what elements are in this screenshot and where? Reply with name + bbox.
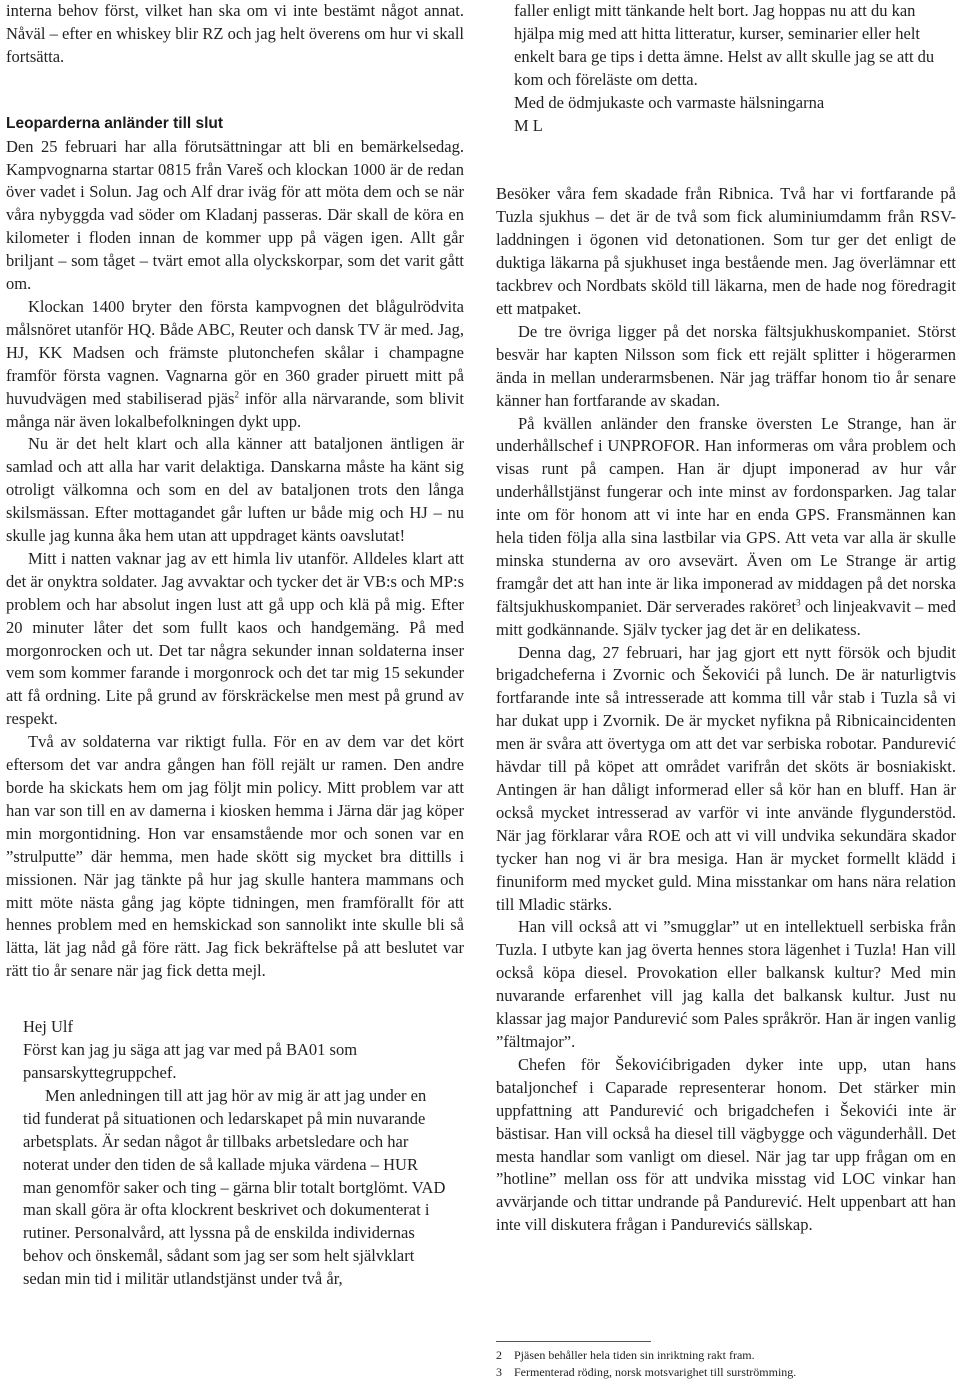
footnote-text: Pjäsen behåller hela tiden sin inriktning rakt fram.	[514, 1348, 755, 1362]
paragraph: Den 25 februari har alla förutsättningar att bli en bemärkelsedag. Kampvognarna startar 0815 från Vareš och klockan 1000 är de redan över vadet i Solun. Jag och Alf drar iväg för att möta dem och se när våra nybyggda vad söder om Kladanj passeras. Där skall de köra en kilometer i floden innan de kommer upp på vägen igen. Allt går briljant – som tåget – tvärt emot alla olyckskorpar, som det varit gått om.	[6, 136, 464, 294]
paragraph: Två av soldaterna var riktigt fulla. För en av dem var det kört eftersom det var andra gången han föll rejält ur ramen. Den andre borde ha skickats hem om jag följt min policy. Mitt problem var att han var son till en av damerna i kiosken hemma i Järna där jag köper min morgontidning. Hon var ensamstående mor och sonen var en ”strulputte” där hemma, men hade skött sig mycket bra dittills i missionen. När jag tänkte på hur jag skulle hantera mammans och mitt möte nästa gång jag köpte tidningen, men framförallt för att hennes problem med en hemskickad son sannolikt inte skulle bli så lätta, lät jag nåd gå före rätt. Jag fick bekräftelse på att beslutet var rätt tio år senare när jag fick detta mejl.	[6, 732, 464, 981]
letter-paragraph: Men anledningen till att jag hör av mig är att jag under en tid funderat på situationen och ledarskapet på min nuvarande arbetsplats. Är sedan något år tillbaks arbetsledare och har noterat under den tiden de så kallade mjuka värdena – HUR man genomför saker och ting – gärna blir totalt bortglömt. VAD man skall göra är ofta klockrent beskrivet och dokumenterat i rutiner. Personalvård, att lyssna på de enskilda individernas behov och önskemål, sådant som jag ser som helt självklart sedan min tid i militär utlandstjänst under två år,	[23, 1085, 446, 1289]
right-column	[496, 0, 956, 1237]
paragraph-text: och linjeakvavit – med mitt godkännande. Själv tycker jag det är en delikatess.	[496, 596, 956, 639]
footnote-number: 3	[496, 1365, 502, 1379]
footnote-ref: 2	[234, 389, 239, 400]
paragraph: Mitt i natten vaknar jag av ett himla liv utanför. Alldeles klart att det är onyktra soldater. Jag avvaktar och tycker det är VB:s och MP:s problem och har absolut ingen lust att gå upp och klä på mig. Efter 20 minuter låter det som fullt kaos och handgemäng. På med morgonrocken och ut. Det tar några sekunder innan soldaterna inser vem som kommer farande i morgonrock och det tar mig 15 sekunder att få ordning. Lite på grund av förskräckelse men mest på grund av respekt.	[6, 548, 464, 729]
paragraph: interna behov först, vilket han ska om vi inte bestämt något annat. Nåväl – efter en whiskey blir RZ och jag helt överens om hur vi skall fortsätta.	[6, 1, 464, 66]
paragraph	[6, 296, 464, 433]
footnote-ref: 3	[796, 597, 801, 608]
letter-paragraph: Först kan jag ju säga att jag var med på BA01 som pansarskyttegruppchef.	[23, 1040, 358, 1082]
paragraph: Han vill också att vi ”smugglar” ut en intellektuell serbiska från Tuzla. I utbyte kan jag överta hennes stora lägenhet i Tuzla! Han vill också köpa diesel. Provokation eller balkansk kultur? Med min nuvarande erfarenhet vill jag kalla det balkansk kultur. Just nu klassar jag major Pandurević som Pales språkrör. Han är ingen vanlig ”fältmajor”.	[496, 917, 956, 1051]
quoted-letter	[23, 1016, 447, 1291]
letter-closing: Med de ödmjukaste och varmaste hälsningarna	[514, 92, 825, 112]
paragraph-text: Klockan 1400 bryter den första kampvognen det blågulrödvita målsnöret utanför HQ. Både ABC, Reuter och dansk TV är med. Jag, HJ, KK Madsen och främste plutonchefen skålar i champagne framför första vagnen. Vagnarna gör en 360 grader piruett mitt på huvudvägen med stabiliserad pjäs	[6, 296, 464, 408]
footnote	[496, 1347, 956, 1364]
footnote-text: Fermenterad röding, norsk motsvarighet till surströmming.	[514, 1365, 797, 1379]
letter-greeting: Hej Ulf	[23, 1017, 73, 1037]
paragraph: Chefen för Šekovićibrigaden dyker inte upp, utan hans bataljonchef i Caparade representerar honom. Det stärker min uppfattning att Pandurević och brigadchefen i Šekovići inte är bästisar. Han vill också ha diesel till vägbygge och vägunderhåll. Det mesta handlar som vanligt om diesel. När jag tar upp frågan om en ”hotline” mellan oss för att undvika misstag vid LOC vinkar han avvärjande och tittar undrande på Pandurević. Helt uppenbart att han inte vill diskutera frågan i Pandurevićs sällskap.	[496, 1054, 956, 1235]
paragraph: De tre övriga ligger på det norska fältsjukhuskompaniet. Störst besvär har kapten Nilsson som fick ett rejält splitter i högerarmen ända in mellan underarmsbenen. När jag träffar honom tio år senare känner han fortfarande av skadan.	[496, 321, 956, 410]
paragraph-text: inför alla närvarande, som blivit många när även lokalbefolkningen dykt upp.	[6, 388, 465, 431]
letter-signature: M L	[514, 115, 543, 135]
footnotes	[496, 1347, 956, 1381]
footnote-divider	[496, 1341, 651, 1342]
footnote-number: 2	[496, 1348, 502, 1362]
paragraph	[496, 413, 956, 642]
paragraph: Besöker våra fem skadade från Ribnica. Två har vi fortfarande på Tuzla sjukhus – det är de två som fick aluminiumdamm från RSV-laddningen i ögonen vid detonationen. Som tur ger det enligt de duktiga läkarna på sjukhuset inga bestående men. Jag överlämnar ett tackbrev och Nordbats sköld till läkarna, men de hade nog föredragit ett matpaket.	[496, 184, 956, 318]
section-heading: Leoparderna anländer till slut	[6, 114, 224, 132]
letter-paragraph: faller enligt mitt tänkande helt bort. Jag hoppas nu att du kan hjälpa mig med att hitta litteratur, kurser, seminarier eller helt enkelt bara ge tips i detta ämne. Helst av allt skulle jag se att du kom och föreläste om detta.	[514, 1, 935, 89]
footnote	[496, 1364, 956, 1381]
paragraph: Denna dag, 27 februari, har jag gjort ett nytt försök och bjudit brigadcheferna i Zvornic och Šekovići på lunch. De är naturligtvis fortfarande inte så intresserade att komma till vår stab i Tuzla så vi har dukat upp i Zvornik. De är mycket nyfikna på Ribnicaincidenten men är svåra att övertyga om att det var serbiska robotar. Pandurević hävdar till på köpet att området varifrån det sköts är bosniakiskt. Antingen är han dåligt informerad eller så kör han en bluff. Han är också mycket intresserad av varför vi inte använde flygunderstöd. När jag förklarar våra ROE och att vi vill undvika sekundära skador tycker han nog vi är bra mesiga. Han är mycket formellt klädd i finuniform med mycket guld. Mina misstankar om hans nära relation till Mladic stärks.	[496, 642, 956, 914]
paragraph: Nu är det helt klart och alla känner att bataljonen äntligen är samlad och att alla har varit delaktiga. Danskarna måste ha känt sig otroligt välkomna och som en del av bataljonen trots den långa skilsmässan. Efter mottagandet går luften ur både mig och HJ – nu skulle jag kunna åka hem utan att uppdraget känts oavslutat!	[6, 434, 464, 546]
paragraph-text: På kvällen anländer den franske översten Le Strange, han är underhållschef i UNPROFOR. Han informeras om våra problem och visas runt på campen. Han är djupt imponerad av hur vår underhållstjänst fungerar och inte minst av fordonsparken. Jag talar inte om för honom att vi inte har en enda GPS. Fransmännen kan hela tiden följa alla sina lastbilar via GPS. Att veta var alla är skulle minska stunderna av oro avsevärt. Även om Le Strange är artig framgår det att han inte är lika imponerad av middagen på det norska fältsjukhuskompaniet. Där serverades raköret	[496, 413, 956, 616]
left-column	[6, 0, 464, 1291]
quoted-letter-continued	[496, 0, 956, 137]
